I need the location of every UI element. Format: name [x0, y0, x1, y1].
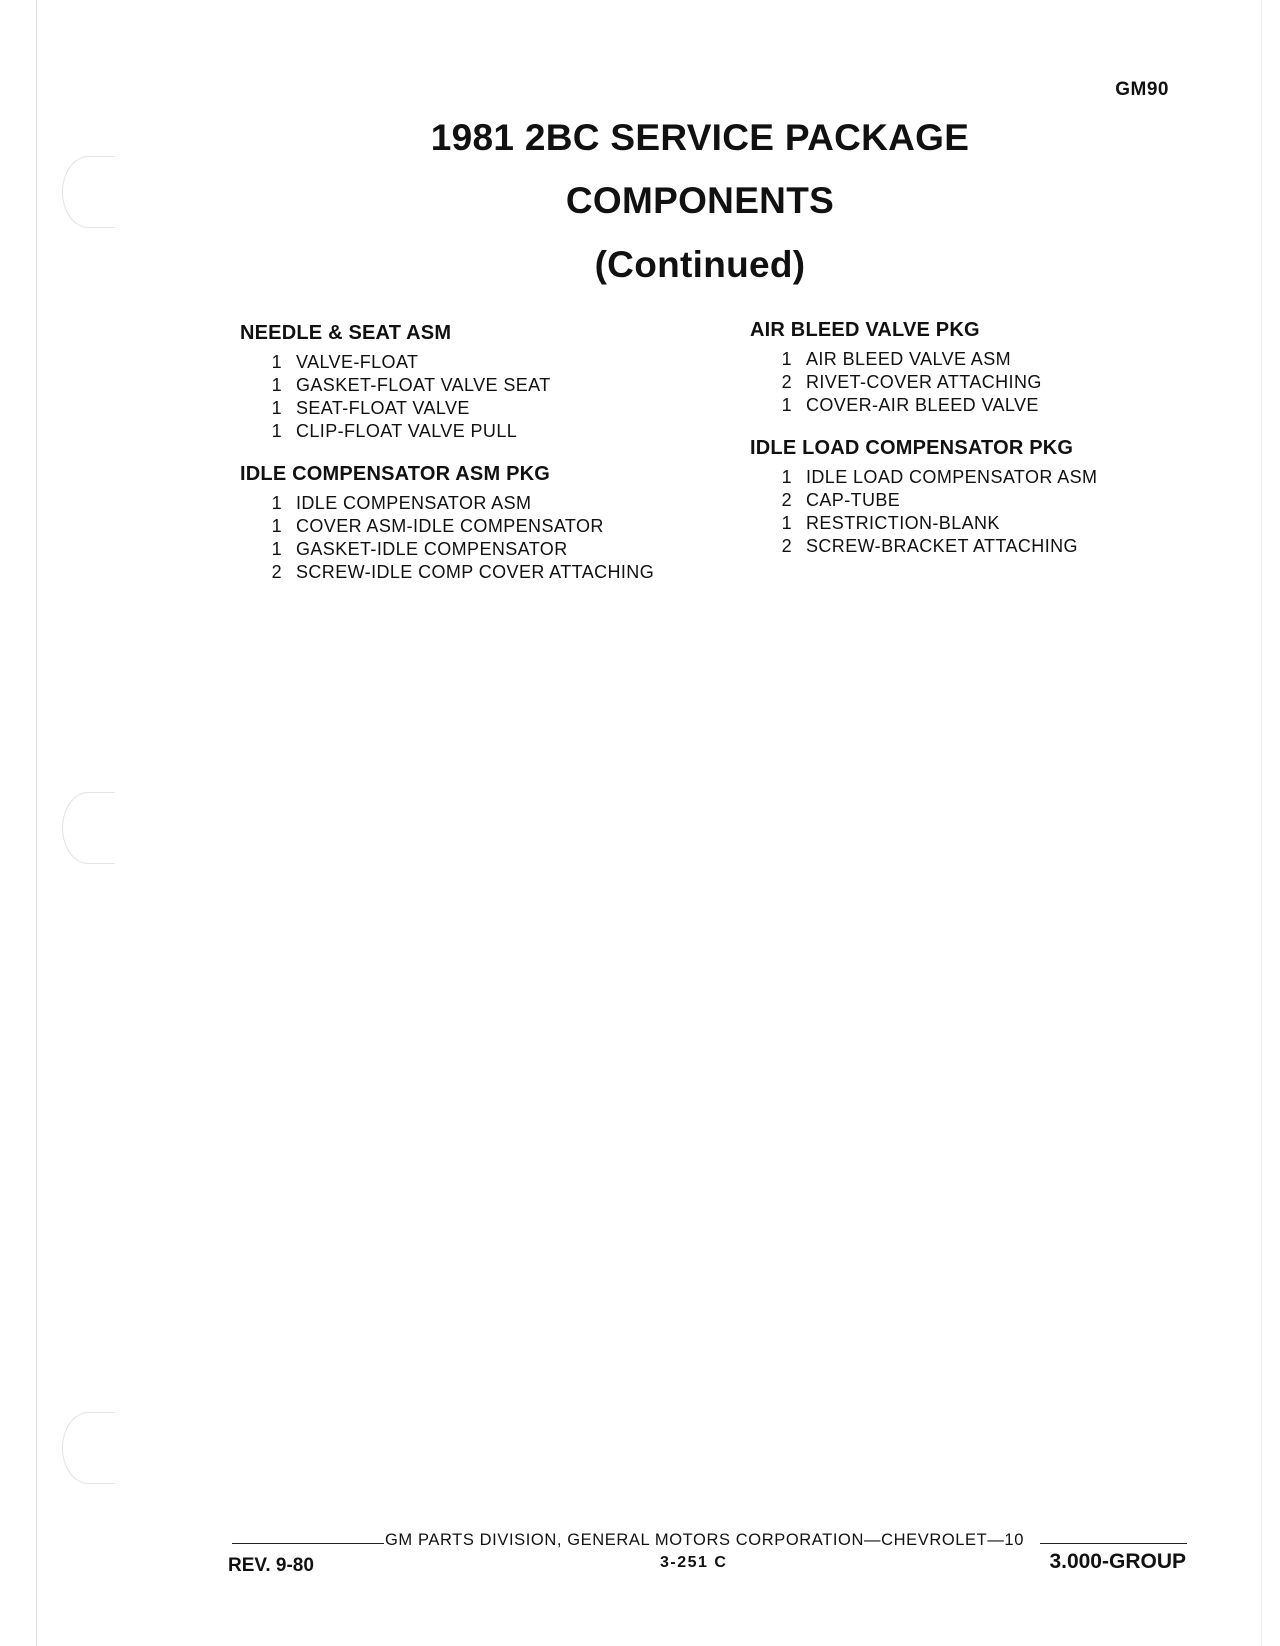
component-qty: 1 — [781, 395, 792, 415]
footer-division-line: GM PARTS DIVISION, GENERAL MOTORS CORPORATION—CHEVROLET—10 — [385, 1531, 1024, 1549]
component-qty: 1 — [271, 352, 282, 372]
package-group — [750, 437, 1230, 558]
component-desc: SEAT-FLOAT VALVE — [296, 398, 470, 418]
package-group — [240, 463, 720, 584]
component-desc: AIR BLEED VALVE ASM — [806, 349, 1012, 369]
component-qty: 1 — [271, 375, 282, 395]
component-qty: 1 — [271, 493, 282, 513]
right-column — [750, 319, 1230, 578]
component-desc: GASKET-FLOAT VALVE SEAT — [296, 375, 551, 395]
package-group — [750, 319, 1230, 417]
page-title-line-1: 1981 2BC SERVICE PACKAGE — [430, 117, 970, 158]
component-row — [240, 397, 720, 420]
component-row — [750, 371, 1230, 394]
component-desc: SCREW-IDLE COMP COVER ATTACHING — [296, 562, 655, 582]
binder-hole-middle — [62, 792, 115, 864]
component-desc: CAP-TUBE — [806, 490, 901, 510]
component-row — [240, 561, 720, 584]
left-column — [240, 322, 720, 604]
component-desc: SCREW-BRACKET ATTACHING — [806, 536, 1078, 556]
component-qty: 2 — [781, 536, 792, 556]
component-desc: IDLE LOAD COMPENSATOR ASM — [806, 467, 1098, 487]
component-qty: 2 — [781, 490, 792, 510]
component-desc: COVER-AIR BLEED VALVE — [806, 395, 1039, 415]
package-title: IDLE LOAD COMPENSATOR PKG — [750, 437, 1074, 459]
component-desc: IDLE COMPENSATOR ASM — [296, 493, 532, 513]
component-row — [240, 374, 720, 397]
document-code: GM90 — [1115, 79, 1169, 100]
component-qty: 1 — [781, 349, 792, 369]
component-row — [750, 512, 1230, 535]
footer-rule-right — [1040, 1543, 1187, 1544]
package-group — [240, 322, 720, 443]
package-title: IDLE COMPENSATOR ASM PKG — [240, 463, 551, 485]
component-row — [750, 348, 1230, 371]
package-title: NEEDLE & SEAT ASM — [240, 322, 452, 344]
component-desc: RESTRICTION-BLANK — [806, 513, 1000, 533]
component-row — [240, 420, 720, 443]
component-row — [240, 515, 720, 538]
group-label: 3.000-GROUP — [1049, 1550, 1186, 1573]
page-number: 3-251 C — [660, 1554, 728, 1571]
component-qty: 2 — [271, 562, 282, 582]
component-row — [750, 394, 1230, 417]
page-title-line-2: COMPONENTS — [565, 180, 835, 221]
page-title-line-3: (Continued) — [594, 244, 806, 285]
component-row — [240, 538, 720, 561]
component-qty: 1 — [271, 421, 282, 441]
component-desc: CLIP-FLOAT VALVE PULL — [296, 421, 518, 441]
component-row — [240, 492, 720, 515]
component-row — [240, 351, 720, 374]
revision-label: REV. 9-80 — [228, 1555, 314, 1576]
component-qty: 2 — [781, 372, 792, 392]
component-row — [750, 535, 1230, 558]
component-row — [750, 489, 1230, 512]
component-qty: 1 — [271, 516, 282, 536]
component-qty: 1 — [781, 513, 792, 533]
binder-hole-bottom — [62, 1412, 115, 1484]
footer-rule-left — [232, 1543, 384, 1544]
component-desc: GASKET-IDLE COMPENSATOR — [296, 539, 568, 559]
component-desc: VALVE-FLOAT — [296, 352, 419, 372]
component-qty: 1 — [781, 467, 792, 487]
package-title: AIR BLEED VALVE PKG — [750, 319, 980, 341]
component-desc: RIVET-COVER ATTACHING — [806, 372, 1042, 392]
component-qty: 1 — [271, 539, 282, 559]
component-row — [750, 466, 1230, 489]
component-qty: 1 — [271, 398, 282, 418]
component-desc: COVER ASM-IDLE COMPENSATOR — [296, 516, 604, 536]
